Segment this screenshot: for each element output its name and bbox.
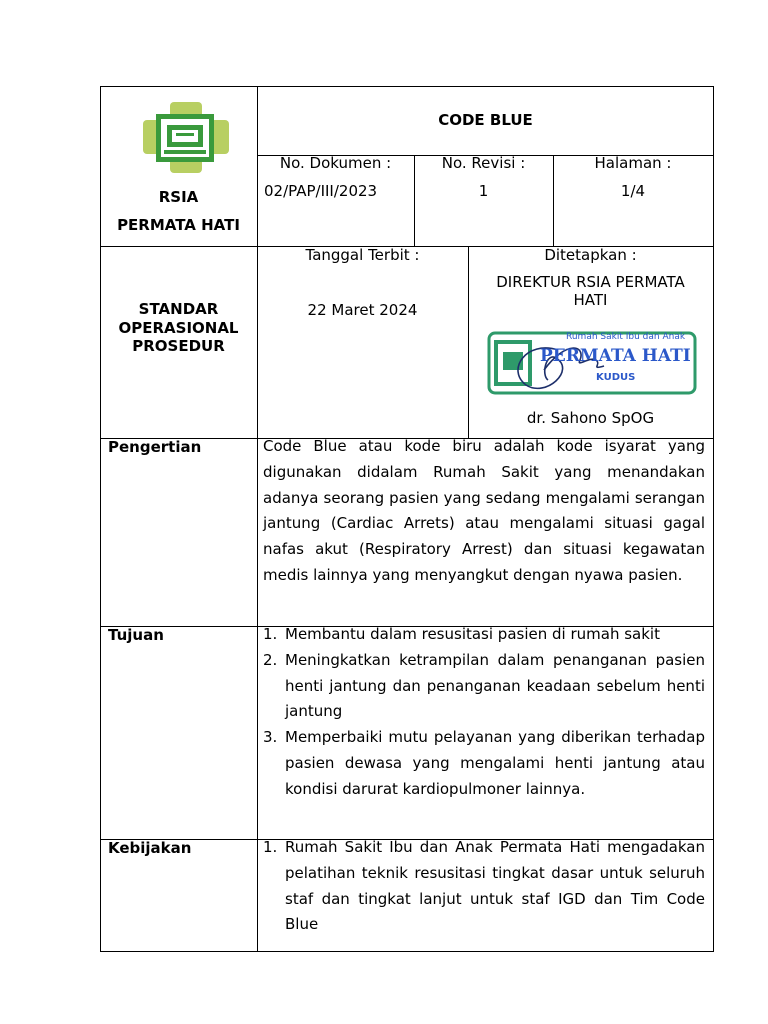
- sop-label-line2: OPERASIONAL: [118, 318, 239, 337]
- definition-label: Pengertian: [108, 438, 202, 456]
- issue-date-value: 22 Maret 2024: [307, 301, 418, 319]
- purpose-list: [263, 622, 705, 803]
- sop-label-line1: STANDAR: [138, 300, 219, 318]
- hospital-name-line1: RSIA: [158, 188, 199, 206]
- policy-list: [263, 835, 705, 938]
- purpose-label: Tujuan: [108, 626, 164, 644]
- page-label: Halaman :: [594, 154, 672, 172]
- document-title: CODE BLUE: [438, 111, 533, 129]
- purpose-item: 3. Memperbaiki mutu pelayanan yang diberikan terhadap pasien dewasa yang mengalami henti jantung atau kondisi darurat kardiopulmoner lainnya.: [263, 728, 705, 798]
- official-stamp: [486, 330, 698, 396]
- hospital-logo: [140, 100, 230, 175]
- stamp-text-line3: KUDUS: [596, 372, 636, 383]
- revision-value: 1: [478, 182, 489, 200]
- director-title: DIREKTUR RSIA PERMATA HATI: [496, 273, 685, 309]
- stamp-text-line2: PERMATA HATI: [540, 346, 691, 366]
- policy-item: 1. Rumah Sakit Ibu dan Anak Permata Hati mengadakan pelatihan teknik resusitasi tingkat dasar untuk seluruh staf dan tingkat lanjut untuk staf IGD dan Tim Code Blue: [263, 838, 705, 934]
- sop-label: [100, 300, 257, 356]
- policy-label: Kebijakan: [108, 839, 192, 857]
- established-label: Ditetapkan :: [544, 246, 637, 264]
- doc-number-label: No. Dokumen :: [279, 154, 392, 172]
- signer-name: dr. Sahono SpOG: [526, 409, 655, 427]
- stamp-text-line1: Rumah Sakit Ibu dan Anak: [566, 332, 686, 342]
- page-value: 1/4: [620, 182, 646, 200]
- purpose-item: 2. Meningkatkan ketrampilan dalam penanganan pasien henti jantung dan penanganan keadaan sebelum henti jantung: [263, 650, 705, 721]
- purpose-item: 1. Membantu dalam resusitasi pasien di rumah sakit: [263, 625, 660, 643]
- sop-label-line3: PROSEDUR: [132, 337, 225, 355]
- doc-number-value: 02/PAP/III/2023: [264, 182, 378, 200]
- revision-label: No. Revisi :: [441, 154, 526, 172]
- hospital-name-line2: PERMATA HATI: [117, 216, 240, 234]
- issue-date-label: Tanggal Terbit :: [305, 246, 420, 264]
- definition-text: Code Blue atau kode biru adalah kode isyarat yang digunakan didalam Rumah Sakit yang menandakan adanya seorang pasien yang sedang mengalami serangan jantung (Cardiac Arrets) atau mengalami situasi gagal nafas akut (Respiratory Arrest) dan situasi kegawatan medis lainnya yang menyangkut dengan nyawa pasien.: [263, 437, 705, 584]
